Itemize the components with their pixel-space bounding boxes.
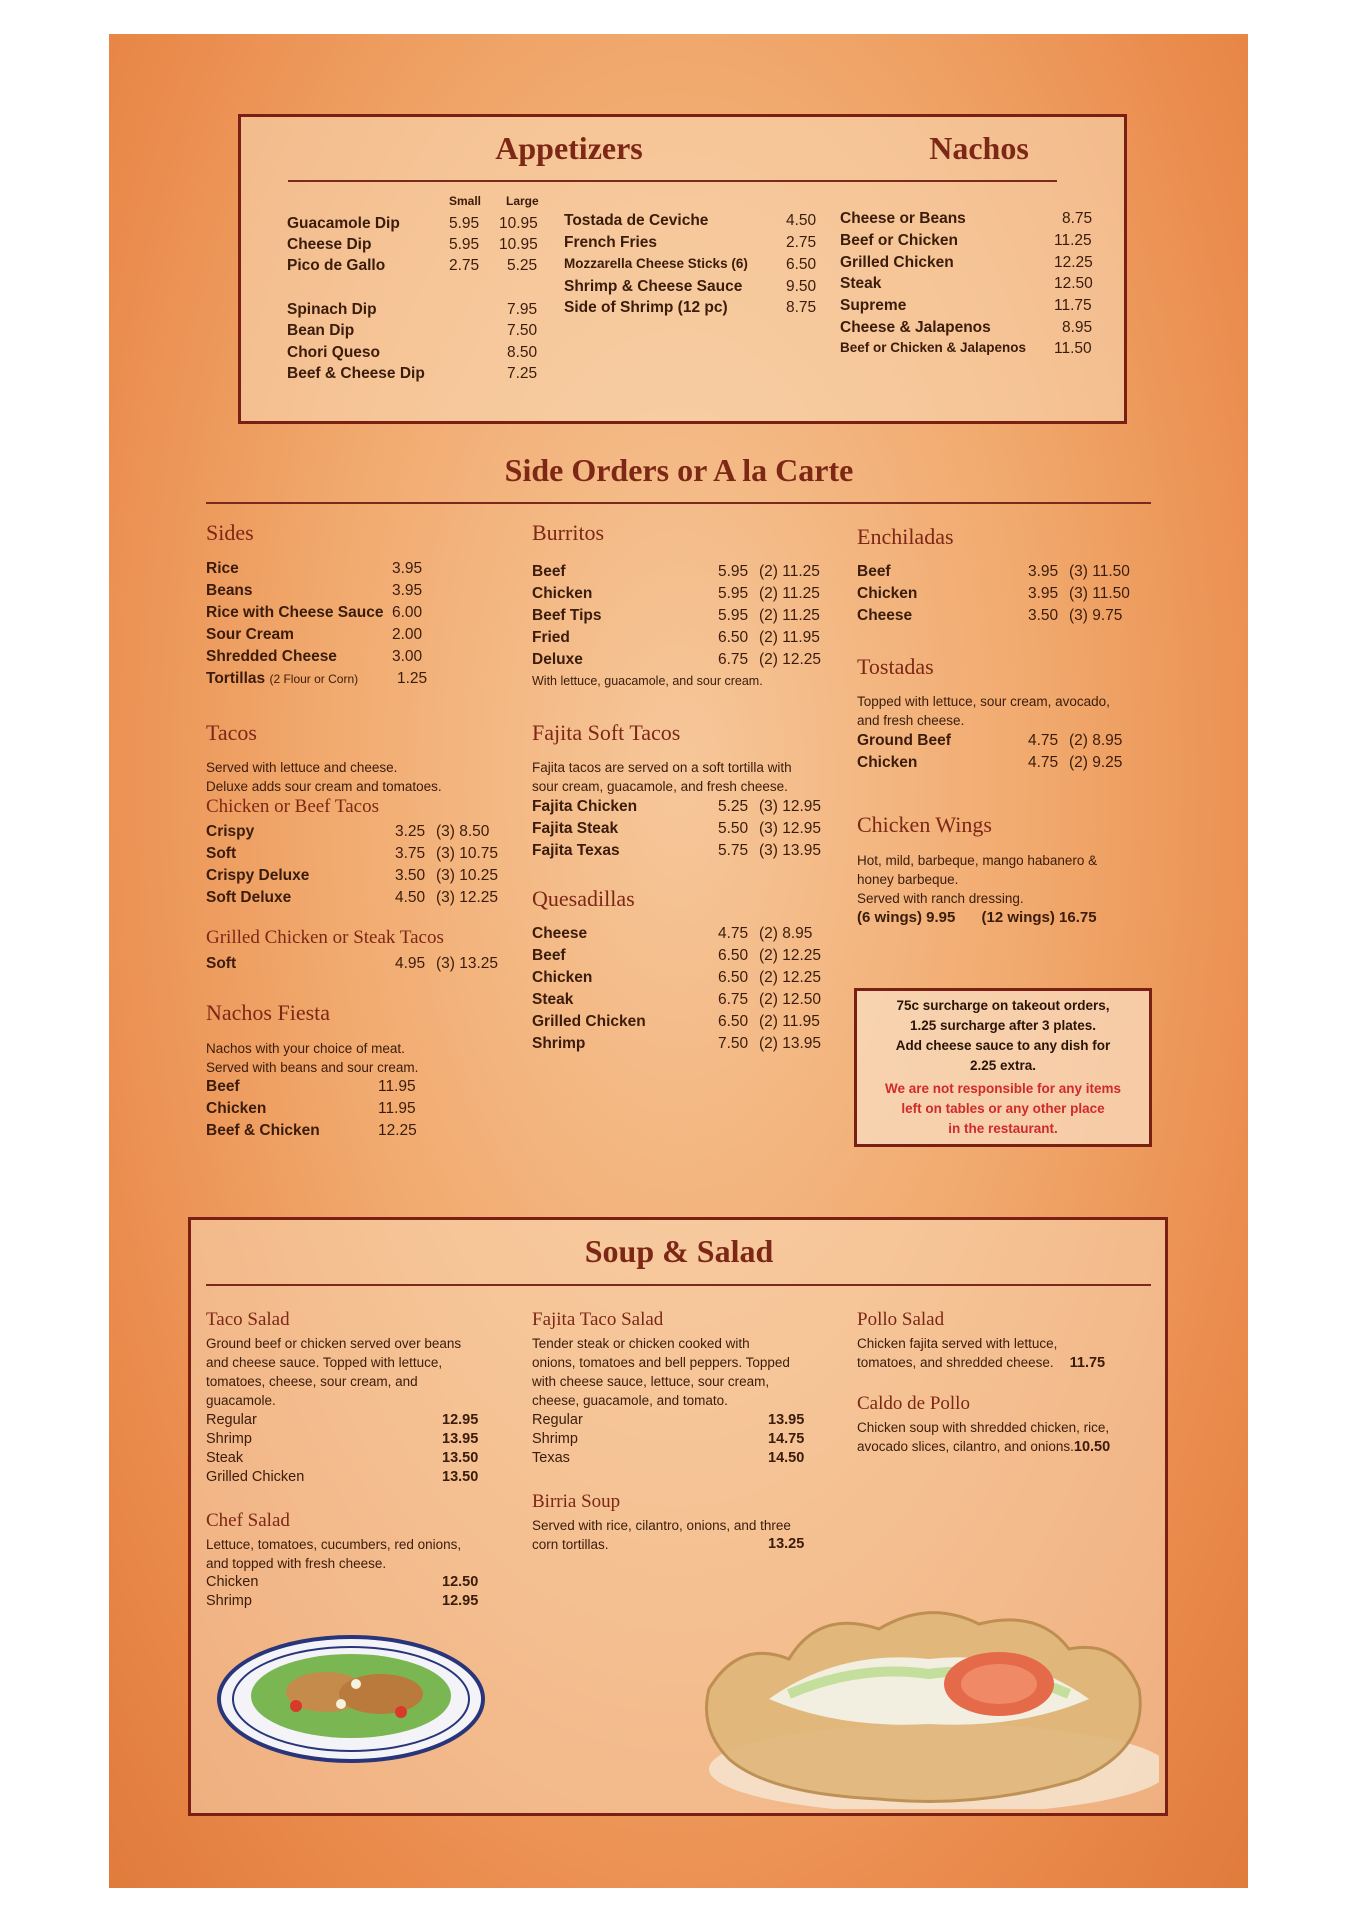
- nachos-fiesta-item: Chicken 11.95: [206, 1100, 416, 1117]
- tacos-desc: Served with lettuce and cheese. Deluxe adds sour cream and tomatoes.: [206, 760, 442, 794]
- fajita-taco-item: Fajita Texas 5.75 (3) 13.95: [532, 842, 822, 859]
- taco-salad-item: Steak 13.50: [206, 1450, 479, 1466]
- enchiladas-item: Beef 3.95 (3) 11.50: [857, 563, 1130, 580]
- taco-salad-item: Regular 12.95: [206, 1412, 479, 1428]
- caldo-de-pollo-title: Caldo de Pollo: [857, 1393, 970, 1414]
- side-orders-rule: [206, 502, 1151, 504]
- appetizer-item: Spinach Dip 7.95: [287, 301, 538, 318]
- col-header-small: Small: [449, 194, 482, 208]
- burritos-item: Chicken 5.95 (2) 11.25: [532, 585, 820, 602]
- fajita-taco-salad-title: Fajita Taco Salad: [532, 1309, 664, 1330]
- fajita-soft-tacos-title: Fajita Soft Tacos: [532, 720, 681, 745]
- tacos-item: Crispy 3.25 (3) 8.50: [206, 823, 490, 840]
- nachos-fiesta-item: Beef & Chicken 12.25: [206, 1122, 417, 1139]
- enchiladas-title: Enchiladas: [857, 524, 954, 549]
- appetizer-item: Cheese Dip 5.95 10.95: [287, 236, 538, 253]
- appetizer-item: Tostada de Ceviche 4.50: [564, 212, 817, 229]
- fajita-taco-salad-item: Shrimp 14.75: [532, 1431, 805, 1447]
- chicken-wings-prices: (6 wings) 9.95 (12 wings) 16.75: [857, 909, 1097, 926]
- birria-soup-title: Birria Soup: [532, 1491, 621, 1512]
- fajita-taco-item: Fajita Steak 5.50 (3) 12.95: [532, 820, 822, 837]
- quesadillas-item: Beef 6.50 (2) 12.25: [532, 947, 822, 964]
- burritos-item: Beef Tips 5.95 (2) 11.25: [532, 607, 820, 624]
- appetizer-item: Beef & Cheese Dip 7.25: [287, 365, 538, 382]
- tacos-item: Soft Deluxe 4.50 (3) 12.25: [206, 889, 499, 906]
- chef-salad-item: Shrimp 12.95: [206, 1593, 479, 1609]
- nachos-title: Nachos: [929, 130, 1029, 166]
- tostadas-desc: Topped with lettuce, sour cream, avocado, and fresh cheese.: [857, 694, 1110, 728]
- quesadillas-title: Quesadillas: [532, 886, 635, 911]
- tacos-item: Soft 3.75 (3) 10.75: [206, 845, 499, 862]
- notice-text: 75c surcharge on takeout orders, 1.25 surcharge after 3 plates. Add cheese sauce to any dish for 2.25 extra.: [895, 998, 1111, 1073]
- caldo-de-pollo-desc: Chicken soup with shredded chicken, rice, avocado slices, cilantro, and onions.10.50: [857, 1420, 1111, 1455]
- chicken-wings-desc: Hot, mild, barbeque, mango habanero & honey barbeque. Served with ranch dressing.: [857, 853, 1098, 906]
- menu-page: [109, 34, 1248, 1888]
- nachos-fiesta-item: Beef 11.95: [206, 1078, 416, 1095]
- tostadas-item: Ground Beef 4.75 (2) 8.95: [857, 732, 1123, 749]
- fajita-taco-salad-item: Regular 13.95: [532, 1412, 805, 1428]
- taco-salad-title: Taco Salad: [206, 1309, 290, 1330]
- nachos-item: Beef or Chicken 11.25: [840, 232, 1092, 249]
- burritos-note: With lettuce, guacamole, and sour cream.: [532, 674, 763, 688]
- nachos-rule: [840, 180, 1057, 182]
- chef-salad-image: [216, 1624, 486, 1774]
- burritos-title: Burritos: [532, 520, 605, 545]
- tacos-subtitle: Chicken or Beef Tacos: [206, 796, 379, 817]
- notice-warning: We are not responsible for any items left on tables or any other place in the restaurant.: [884, 1081, 1122, 1136]
- nachos-item: Cheese & Jalapenos 8.95: [840, 319, 1093, 336]
- burritos-item: Fried 6.50 (2) 11.95: [532, 629, 820, 646]
- taco-salad-item: Grilled Chicken 13.50: [206, 1469, 479, 1485]
- nachos-item: Cheese or Beans 8.75: [840, 210, 1093, 227]
- side-orders-title: Side Orders or A la Carte: [504, 452, 854, 488]
- sides-item: Sour Cream 2.00: [206, 626, 423, 643]
- taco-salad-item: Shrimp 13.95: [206, 1431, 479, 1447]
- fajita-taco-item: Fajita Chicken 5.25 (3) 12.95: [532, 798, 822, 815]
- birria-soup-desc: Served with rice, cilantro, onions, and three corn tortillas. 13.25: [532, 1518, 805, 1552]
- appetizers-title: Appetizers: [495, 130, 643, 166]
- appetizer-item: Mozzarella Cheese Sticks (6) 6.50: [564, 256, 817, 273]
- soup-salad-title: Soup & Salad: [584, 1233, 774, 1269]
- appetizer-item: Chori Queso 8.50: [287, 344, 538, 361]
- nachos-item: Beef or Chicken & Jalapenos 11.50: [840, 340, 1092, 357]
- tacos-item: Crispy Deluxe 3.50 (3) 10.25: [206, 867, 499, 884]
- quesadillas-item: Steak 6.75 (2) 12.50: [532, 991, 822, 1008]
- appetizers-rule: [288, 180, 878, 182]
- quesadillas-item: Chicken 6.50 (2) 12.25: [532, 969, 822, 986]
- sides-item: Rice 3.95: [206, 560, 423, 577]
- pollo-salad-title: Pollo Salad: [857, 1309, 945, 1330]
- quesadillas-item: Grilled Chicken 6.50 (2) 11.95: [532, 1013, 820, 1030]
- col-header-large: Large: [506, 194, 539, 208]
- sides-item: Rice with Cheese Sauce 6.00: [206, 604, 423, 621]
- nachos-item: Supreme 11.75: [840, 297, 1092, 314]
- burritos-item: Deluxe 6.75 (2) 12.25: [532, 651, 822, 668]
- chicken-wings-title: Chicken Wings: [857, 812, 992, 837]
- quesadillas-item: Cheese 4.75 (2) 8.95: [532, 925, 813, 942]
- fajita-soft-tacos-desc: Fajita tacos are served on a soft tortilla with sour cream, guacamole, and fresh cheese.: [532, 760, 792, 794]
- sides-item: Tortillas (2 Flour or Corn) 1.25: [206, 670, 428, 687]
- appetizer-item: Guacamole Dip 5.95 10.95: [287, 215, 538, 232]
- appetizer-item: Pico de Gallo 2.75 5.25: [287, 257, 538, 274]
- burritos-item: Beef 5.95 (2) 11.25: [532, 563, 820, 580]
- taco-salad-desc: Ground beef or chicken served over beans and cheese sauce. Topped with lettuce, tomatoes, cheese, sour cream, and guacamole.: [206, 1336, 462, 1408]
- enchiladas-item: Cheese 3.50 (3) 9.75: [857, 607, 1123, 624]
- tacos-title: Tacos: [206, 720, 257, 745]
- tacos-subtitle: Grilled Chicken or Steak Tacos: [206, 927, 444, 948]
- chef-salad-desc: Lettuce, tomatoes, cucumbers, red onions, and topped with fresh cheese.: [206, 1537, 462, 1571]
- pollo-salad-desc: Chicken fajita served with lettuce, tomatoes, and shredded cheese. 11.75: [857, 1336, 1106, 1371]
- appetizer-item: Bean Dip 7.50: [287, 322, 538, 339]
- nachos-item: Grilled Chicken 12.25: [840, 254, 1093, 271]
- chef-salad-title: Chef Salad: [206, 1510, 290, 1531]
- nachos-fiesta-title: Nachos Fiesta: [206, 1000, 331, 1025]
- sides-item: Beans 3.95: [206, 582, 423, 599]
- sides-item: Shredded Cheese 3.00: [206, 648, 423, 665]
- enchiladas-item: Chicken 3.95 (3) 11.50: [857, 585, 1130, 602]
- fajita-taco-salad-desc: Tender steak or chicken cooked with onions, tomatoes and bell peppers. Topped with cheese sauce, lettuce, sour cream, cheese, guacamole, and tomato.: [532, 1336, 790, 1408]
- quesadillas-item: Shrimp 7.50 (2) 13.95: [532, 1035, 822, 1052]
- appetizer-item: Side of Shrimp (12 pc) 8.75: [564, 299, 817, 316]
- appetizer-item: French Fries 2.75: [564, 234, 817, 251]
- fajita-taco-salad-item: Texas 14.50: [532, 1450, 805, 1466]
- sides-title: Sides: [206, 520, 254, 545]
- taco-salad-image: [679, 1579, 1159, 1809]
- tacos-item: Soft 4.95 (3) 13.25: [206, 955, 499, 972]
- soup-salad-rule: [206, 1284, 1151, 1286]
- chef-salad-item: Chicken 12.50: [206, 1574, 479, 1590]
- appetizer-item: Shrimp & Cheese Sauce 9.50: [564, 278, 817, 295]
- tostadas-item: Chicken 4.75 (2) 9.25: [857, 754, 1123, 771]
- tostadas-title: Tostadas: [857, 654, 934, 679]
- nachos-item: Steak 12.50: [840, 275, 1093, 292]
- nachos-fiesta-desc: Nachos with your choice of meat. Served with beans and sour cream.: [206, 1041, 419, 1075]
